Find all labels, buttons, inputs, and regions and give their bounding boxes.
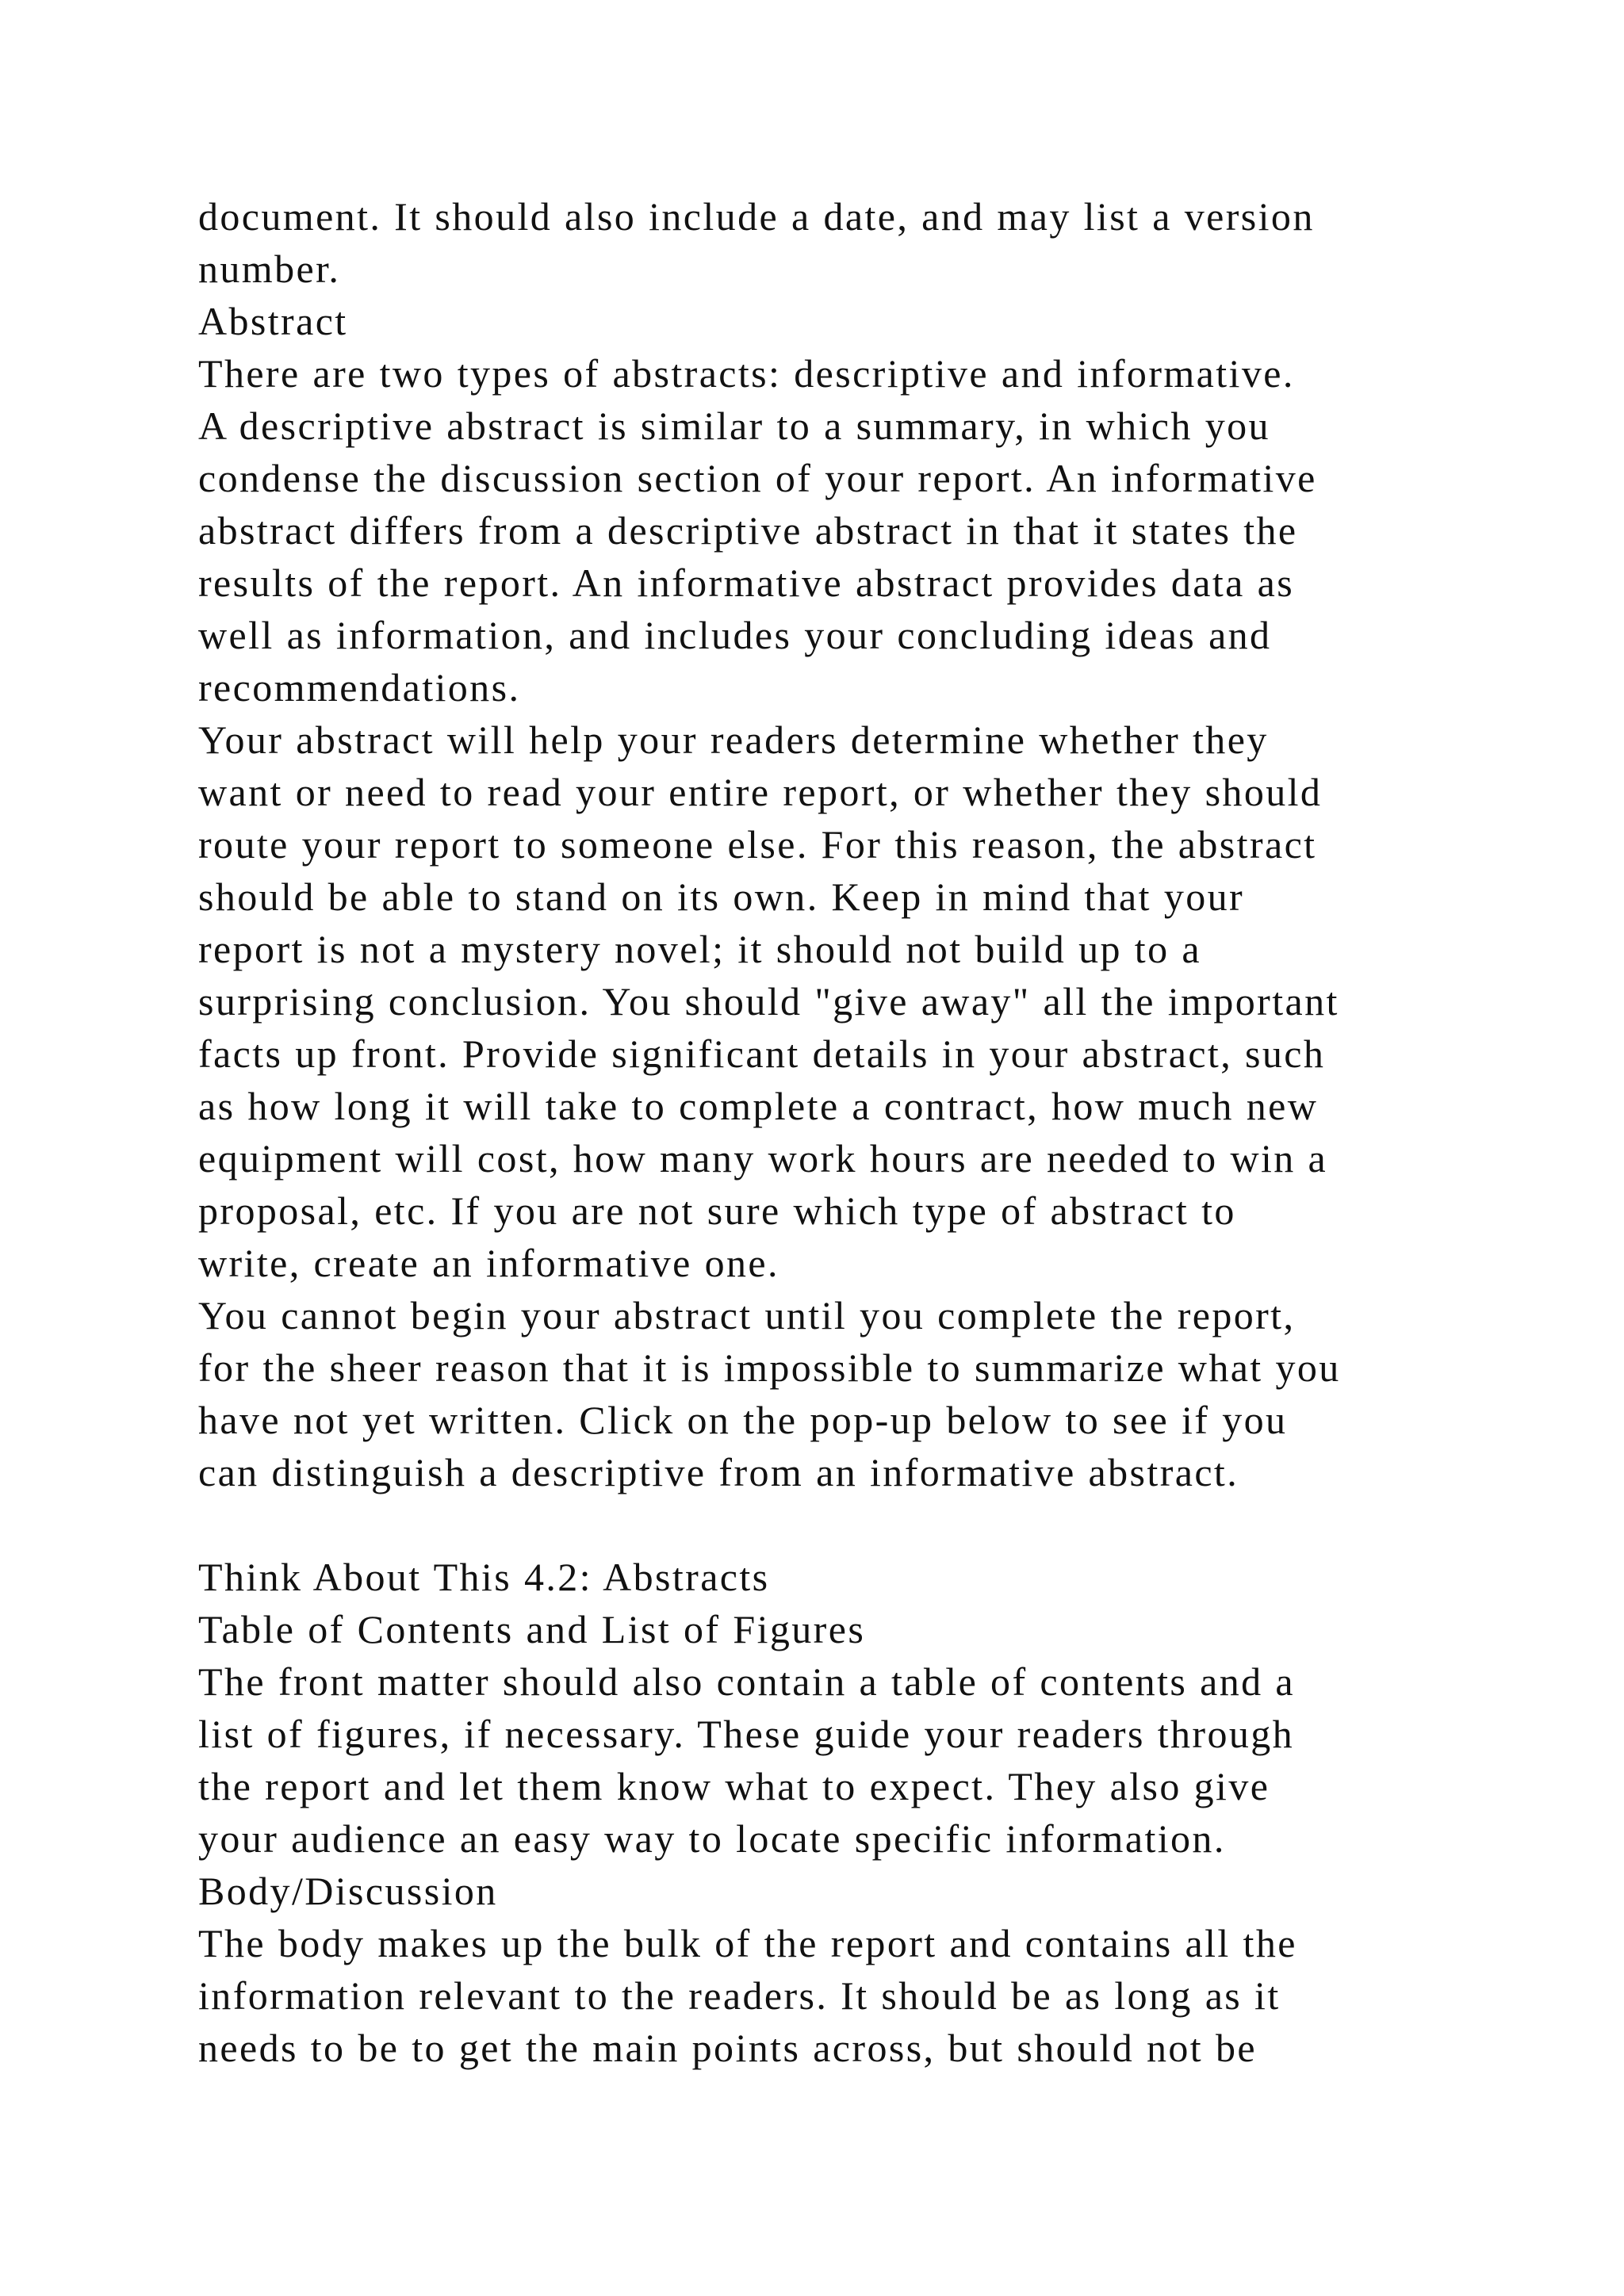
text-line: Your abstract will help your readers determine whether they: [198, 718, 1269, 762]
text-line: results of the report. An informative abstract provides data as: [198, 561, 1295, 605]
section-heading-toc: Table of Contents and List of Figures: [198, 1607, 866, 1651]
text-line: report is not a mystery novel; it should not build up to a: [198, 927, 1201, 971]
text-line: list of figures, if necessary. These guide your readers through: [198, 1712, 1295, 1756]
text-line: document. It should also include a date, and may list a version: [198, 194, 1315, 239]
section-heading-abstract: Abstract: [198, 299, 348, 343]
text-line: number.: [198, 247, 341, 291]
text-line: equipment will cost, how many work hours are needed to win a: [198, 1136, 1328, 1181]
text-line: for the sheer reason that it is impossible to summarize what you: [198, 1345, 1341, 1390]
text-line: well as information, and includes your concluding ideas and: [198, 613, 1272, 657]
text-line: A descriptive abstract is similar to a summary, in which you: [198, 404, 1270, 448]
text-line: surprising conclusion. You should "give away" all the important: [198, 979, 1339, 1024]
text-line: want or need to read your entire report, or whether they should: [198, 770, 1323, 814]
popup-title: Think About This 4.2: Abstracts: [198, 1555, 770, 1599]
text-line: as how long it will take to complete a contract, how much new: [198, 1084, 1319, 1128]
text-line: There are two types of abstracts: descriptive and informative.: [198, 351, 1295, 396]
text-line: the report and let them know what to expect. They also give: [198, 1764, 1270, 1808]
section-heading-body: Body/Discussion: [198, 1869, 498, 1913]
text-line: should be able to stand on its own. Keep in mind that your: [198, 874, 1245, 919]
text-line: recommendations.: [198, 665, 521, 710]
text-line: can distinguish a descriptive from an informative abstract.: [198, 1450, 1239, 1494]
text-line: condense the discussion section of your report. An informative: [198, 456, 1317, 500]
text-line: route your report to someone else. For this reason, the abstract: [198, 822, 1317, 867]
text-line: have not yet written. Click on the pop-up below to see if you: [198, 1398, 1288, 1442]
text-line: needs to be to get the main points across, but should not be: [198, 2026, 1257, 2070]
text-line: proposal, etc. If you are not sure which type of abstract to: [198, 1188, 1236, 1233]
blank-line: [198, 1498, 1483, 1551]
text-line: The front matter should also contain a table of contents and a: [198, 1659, 1296, 1704]
text-line: The body makes up the bulk of the report and contains all the: [198, 1921, 1297, 1965]
text-line: information relevant to the readers. It should be as long as it: [198, 1973, 1281, 2018]
text-line: abstract differs from a descriptive abstract in that it states the: [198, 508, 1298, 553]
text-line: your audience an easy way to locate specific information.: [198, 1816, 1226, 1861]
text-line: You cannot begin your abstract until you complete the report,: [198, 1293, 1296, 1337]
text-line: facts up front. Provide significant details in your abstract, such: [198, 1031, 1326, 1076]
text-line: write, create an informative one.: [198, 1241, 779, 1285]
document-body: [198, 190, 1483, 2074]
